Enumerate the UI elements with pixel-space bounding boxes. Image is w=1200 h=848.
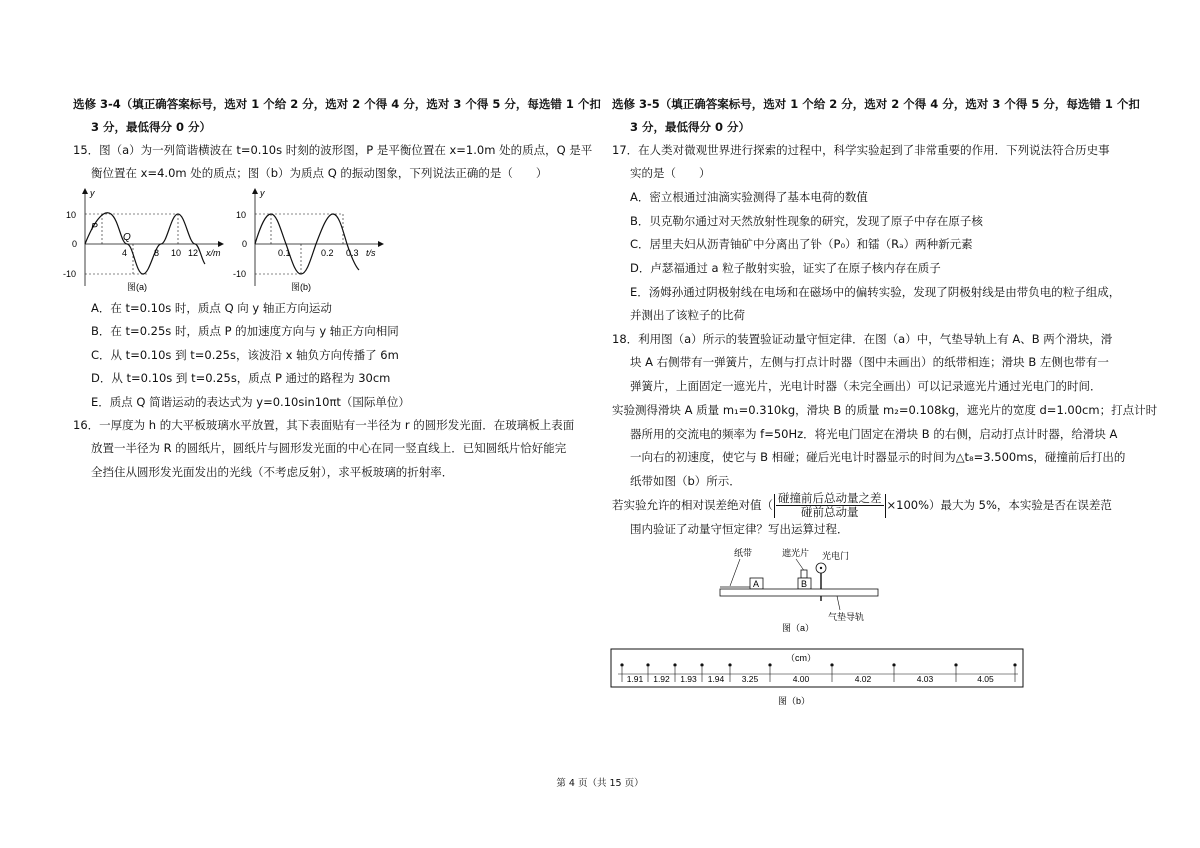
t-tick-0-1: 0.1: [278, 248, 291, 258]
tape-segment-label: 1.91: [626, 674, 644, 684]
tape-dot: [728, 663, 731, 666]
tape-marks: [618, 663, 1018, 684]
tape-pointer: [730, 559, 740, 586]
tape-dot: [768, 663, 771, 666]
caption-fig-a: 图(a): [127, 282, 147, 292]
tape-segment-label: 1.94: [707, 674, 725, 684]
tape-dot: [954, 663, 957, 666]
wave-graph-a: [63, 186, 233, 298]
track-pointer: [837, 596, 840, 610]
section-header-3-5-cont: 3 分，最低得分 0 分）: [630, 120, 751, 134]
x-tick-10: 10: [171, 248, 182, 258]
q17-option-b: B．贝克勒尔通过对天然放射性现象的研究，发现了原子中存在原子核: [630, 214, 983, 228]
q15-option-c: C．从 t=0.10s 到 t=0.25s，该波沿 x 轴负方向传播了 6m: [91, 348, 399, 362]
q15-option-e: E．质点 Q 简谐运动的表达式为 y=0.10sin10πt（国际单位）: [91, 395, 410, 409]
tape-segment-label: 4.03: [916, 674, 934, 684]
caption-fig-b: 图(b): [291, 282, 311, 292]
air-track-figure: [712, 546, 892, 646]
tape-border: [611, 649, 1023, 687]
q18-stem-7: 纸带如图（b）所示．: [630, 474, 741, 488]
photogate-center: [820, 567, 822, 569]
tape-segment-label: 4.02: [854, 674, 872, 684]
q17-option-c: C．居里夫妇从沥青铀矿中分离出了钋（P₀）和镭（Rₐ）两种新元素: [630, 237, 973, 251]
label-p: P: [91, 222, 98, 233]
tape-dot: [620, 663, 623, 666]
q18-stem-6: 一向右的初速度，使它与 B 相碰；碰后光电计时器显示的时间为△t₈=3.500ms，碰撞前后打出的: [630, 450, 1126, 464]
tape-segment-label: 1.92: [653, 674, 670, 684]
tape-segment-label: 4.05: [977, 674, 994, 684]
y-axis-b-arrow: [252, 188, 258, 194]
abs-bar-left: [774, 494, 775, 518]
y-tick-b-10: 10: [236, 210, 247, 220]
q16-stem-1: 16．一厚度为 h 的大平板玻璃水平放置，其下表面贴有一半径为 r 的圆形发光面．在玻璃板上表面: [73, 418, 575, 432]
q17-stem-1: 17．在人类对微观世界进行探索的过程中，科学实验起到了非常重要的作用．下列说法符合历史事: [612, 143, 1110, 157]
y-tick-0: 0: [72, 239, 78, 249]
q16-stem-2: 放置一半径为 R 的圆纸片，圆纸片与圆形发光面的中心在同一竖直线上．已知圆纸片恰好能完: [91, 441, 567, 455]
section-header-3-4-cont: 3 分，最低得分 0 分）: [91, 120, 212, 134]
t-tick-0-3: 0.3: [346, 248, 359, 258]
y-axis-label: y: [90, 188, 95, 198]
q17-option-a: A．密立根通过油滴实验测得了基本电荷的数值: [630, 190, 868, 204]
q18-stem-8: [612, 491, 1112, 519]
y-tick-b-neg10: -10: [233, 269, 247, 279]
block-a-label: A: [753, 579, 760, 589]
wave-curve: [85, 213, 205, 274]
paper-tape-figure: [610, 648, 1026, 710]
vibration-graph-b: [233, 186, 393, 298]
tape-dot: [1013, 663, 1016, 666]
page-footer: 第 4 页（共 15 页）: [556, 778, 644, 789]
tape-segment-label: 3.25: [741, 674, 759, 684]
y-tick-b-0: 0: [242, 239, 248, 249]
label-q: Q: [123, 232, 131, 243]
q15-option-a: A．在 t=0.10s 时，质点 Q 向 y 轴正方向运动: [91, 301, 332, 315]
x-tick-8: 8: [154, 248, 160, 258]
q18-stem-8-prefix: 若实验允许的相对误差绝对值（: [612, 498, 773, 512]
y-axis-arrow: [82, 188, 88, 194]
caption-tape: 图（b）: [778, 696, 811, 706]
shutter-plate: [801, 570, 807, 578]
q17-option-d: D．卢瑟福通过 a 粒子散射实验，证实了在原子核内存在质子: [630, 261, 941, 275]
label-track: 气垫导轨: [828, 612, 865, 622]
tape-dot: [830, 663, 833, 666]
q16-stem-3: 全挡住从圆形发光面发出的光线（不考虑反射），求平板玻璃的折射率．: [91, 465, 454, 479]
section-header-3-4: 选修 3-4（填正确答案标号，选对 1 个给 2 分，选对 2 个得 4 分，选对 3 个得 5 分，每选错 1 个扣: [73, 97, 601, 111]
tape-dot: [673, 663, 676, 666]
caption-air-track: 图（a）: [782, 623, 815, 633]
y-tick-neg10: -10: [63, 269, 77, 279]
q18-stem-9: 围内验证了动量守恒定律？写出运算过程．: [630, 522, 849, 536]
q17-option-e: E．汤姆孙通过阴极射线在电场和在磁场中的偏转实验，发现了阴极射线是由带负电的粒子组成，: [630, 285, 1121, 299]
tape-segment-label: 4.00: [792, 674, 810, 684]
label-gate: 光电门: [822, 551, 850, 561]
tape-dot: [646, 663, 649, 666]
q18-stem-2: 块 A 右侧带有一弹簧片，左侧与打点计时器（图中未画出）的纸带相连；滑块 B 左侧也带有一: [630, 355, 1109, 369]
q18-stem-5: 器所用的交流电的频率为 f=50Hz．将光电门固定在滑块 B 的右侧，启动打点计时器，给滑块 A: [630, 427, 1118, 441]
q15-option-d: D．从 t=0.10s 到 t=0.25s，质点 P 通过的路程为 30cm: [91, 371, 391, 385]
tape-segment-label: 1.93: [680, 674, 697, 684]
label-tape: 纸带: [734, 548, 753, 558]
fraction-numerator: 碰撞前后总动量之差: [778, 491, 882, 505]
tape-dot: [700, 663, 703, 666]
y-tick-10: 10: [66, 210, 77, 220]
q17-stem-2: 实的是（ ）: [630, 166, 711, 180]
q18-stem-8-suffix: ×100%）最大为 5%，本实验是否在误差范: [886, 498, 1112, 512]
t-tick-0-2: 0.2: [321, 248, 334, 258]
air-track: [720, 589, 878, 596]
tape-unit: （cm）: [786, 653, 816, 663]
abs-bar-right: [885, 494, 886, 518]
section-header-3-5: 选修 3-5（填正确答案标号，选对 1 个给 2 分，选对 2 个得 4 分，选对 3 个得 5 分，每选错 1 个扣: [612, 97, 1140, 111]
t-axis-label: t/s: [366, 248, 376, 258]
q15-stem-1: 15．图（a）为一列简谐横波在 t=0.10s 时刻的波形图，P 是平衡位置在 x=1.0m 处的质点，Q 是平: [73, 143, 593, 157]
q15-option-b: B．在 t=0.25s 时，质点 P 的加速度方向与 y 轴正方向相同: [91, 324, 399, 338]
q18-stem-4: 实验测得滑块 A 质量 m₁=0.310kg，滑块 B 的质量 m₂=0.108kg，遮光片的宽度 d=1.00cm；打点计时: [612, 403, 1158, 417]
q15-stem-2: 衡位置在 x=4.0m 处的质点；图（b）为质点 Q 的振动图象，下列说法正确的是（ ）: [91, 166, 548, 180]
x-axis-label: x/m: [206, 248, 221, 258]
relative-error-fraction: [776, 492, 884, 519]
fraction-denominator: 碰前总动量: [801, 505, 859, 519]
q17-option-e-cont: 并测出了该粒子的比荷: [630, 308, 745, 322]
x-tick-4: 4: [122, 248, 128, 258]
y-axis-b-label: y: [260, 188, 265, 198]
tape-dot: [892, 663, 895, 666]
block-b-label: B: [801, 579, 808, 589]
q18-stem-3: 弹簧片，上面固定一遮光片，光电计时器（未完全画出）可以记录遮光片通过光电门的时间．: [630, 379, 1102, 393]
label-shutter: 遮光片: [782, 548, 810, 558]
x-axis-arrow: [218, 241, 224, 247]
q18-stem-1: 18．利用图（a）所示的装置验证动量守恒定律．在图（a）中，气垫导轨上有 A、B 两个滑块，滑: [612, 332, 1113, 346]
x-tick-12: 12: [188, 248, 199, 258]
t-axis-arrow: [378, 241, 384, 247]
